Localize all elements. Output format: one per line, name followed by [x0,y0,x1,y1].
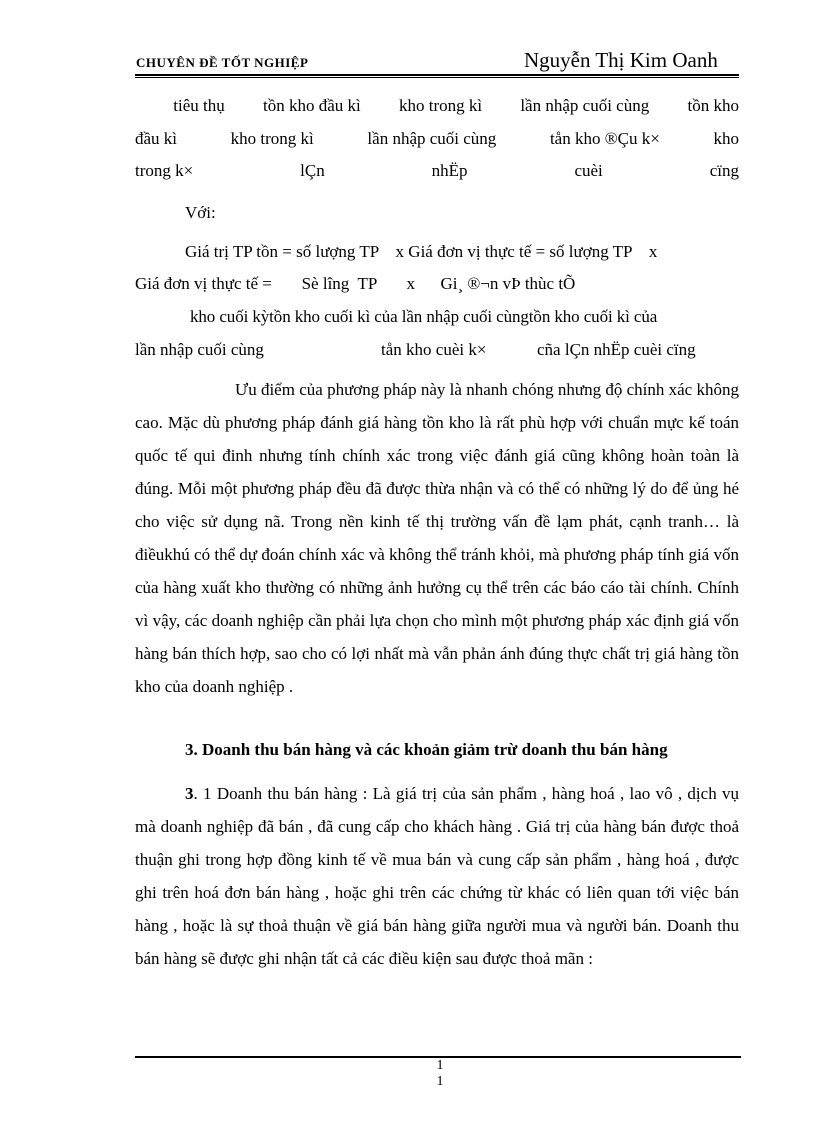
formula-term: kho trong kì [398,96,483,115]
section-number: 3 [185,784,194,803]
formula-term: đầu kì [135,129,178,148]
paragraph-text: . 1 Doanh thu bán hàng : Là giá trị của sản phẩm , hàng hoá , lao vô , dịch vụ mà doanh nghiệp đã bán , đã cung cấp cho khách hàng . Giá trị của hàng bán được thoả thuận ghi trong hợp đồng kinh tế về mua bán và cung cấp sản phẩm , hàng hoá , được ghi trên hoá đơn bán hàng , hoặc ghi trên các chứng từ khác có liên quan tới việc bán hàng , hoặc là sự thoả thuận về giá bán hàng giữa người mua và người bán. Doanh thu bán hàng sẽ được ghi nhận tất cả các điều kiện sau được thoả mãn : [135,784,739,968]
gia-tri-line-1: Giá trị TP tồn = số lượng TP x Giá đơn vị thực tế = số lượng TP x [185,242,658,261]
formula-term: kho trong kì [230,129,314,148]
formula-line-1 [135,96,739,116]
kho-term: lần nhập cuối cùng [135,340,264,359]
header-title: CHUYÊN ĐỀ TỐT NGHIỆP [136,55,309,70]
page-number-duplicate: 1 [436,1074,444,1089]
paragraph-revenue [135,777,739,975]
formula-term: tồn kho [687,96,739,115]
paragraph-text: Ưu điểm của phương pháp này là nhanh chóng nhưng độ chính xác không cao. Mặc dù phương pháp đánh giá hàng tồn kho là rất phù hợp với chuẩn mực kế toán quốc tế qui đinh nhưng tính chính xác trong việc đánh giá cũng không hoàn toàn là đúng. Mỗi một phương pháp đều đã được thừa nhận và có thể có những lý do để ủng hé cho việc sử dụng nã. Trong nền kinh tế thị trường vấn đề lạm phát, cạnh tranh… là điềukhú có thể dự đoán chính xác và không thể tránh khỏi, mà phương pháp tính giá vốn của hàng xuất kho thường có những ảnh hưởng cụ thể trên các báo cáo tài chính. Chính vì vậy, các doanh nghiệp cần phải lựa chọn cho mình một phương pháp xác định giá vốn hàng bán thích hợp, sao cho có lợi nhất mà vẫn phản ánh đúng thực chất trị giá hàng tồn kho của doanh nghiệp . [135,380,739,696]
kho-line-1: kho cuối kỳtồn kho cuối kì của lần nhập cuối cùngtồn kho cuối kì của [190,307,658,326]
formula-term: cïng [709,161,739,180]
formula-term: tồn kho đầu kì [262,96,361,115]
formula-line-2 [135,129,739,149]
formula-line-3 [135,161,739,181]
header-author: Nguyễn Thị Kim Oanh [524,48,718,72]
formula-term: lần nhập cuối cùng [367,129,497,148]
page-number: 1 [436,1058,444,1073]
header-rule [135,74,739,76]
formula-term: tån kho ®Çu k× [549,129,660,148]
formula-term: lÇn [300,161,325,180]
formula-term: kho [713,129,739,148]
gia-tri-line-2: Giá đơn vị thực tế = Sè lîng TP x Gi¸ ®¬n vÞ thùc tÕ [135,274,576,293]
formula-term: trong k× [135,161,194,180]
header-rule-thin [135,77,739,78]
formula-term: tiêu thụ [173,96,225,115]
voi-label: Với: [185,203,216,222]
section-heading-3: 3. Doanh thu bán hàng và các khoản giảm trừ doanh thu bán hàng [185,740,668,759]
kho-term: tån kho cuèi k× [381,340,487,359]
formula-term: nhËp [431,161,468,180]
formula-term: lần nhập cuối cùng [520,96,650,115]
paragraph-advantages [135,373,739,703]
kho-line-2 [135,340,739,360]
kho-term: cña lÇn nhËp cuèi cïng [537,340,696,359]
formula-term: cuèi [574,161,603,180]
